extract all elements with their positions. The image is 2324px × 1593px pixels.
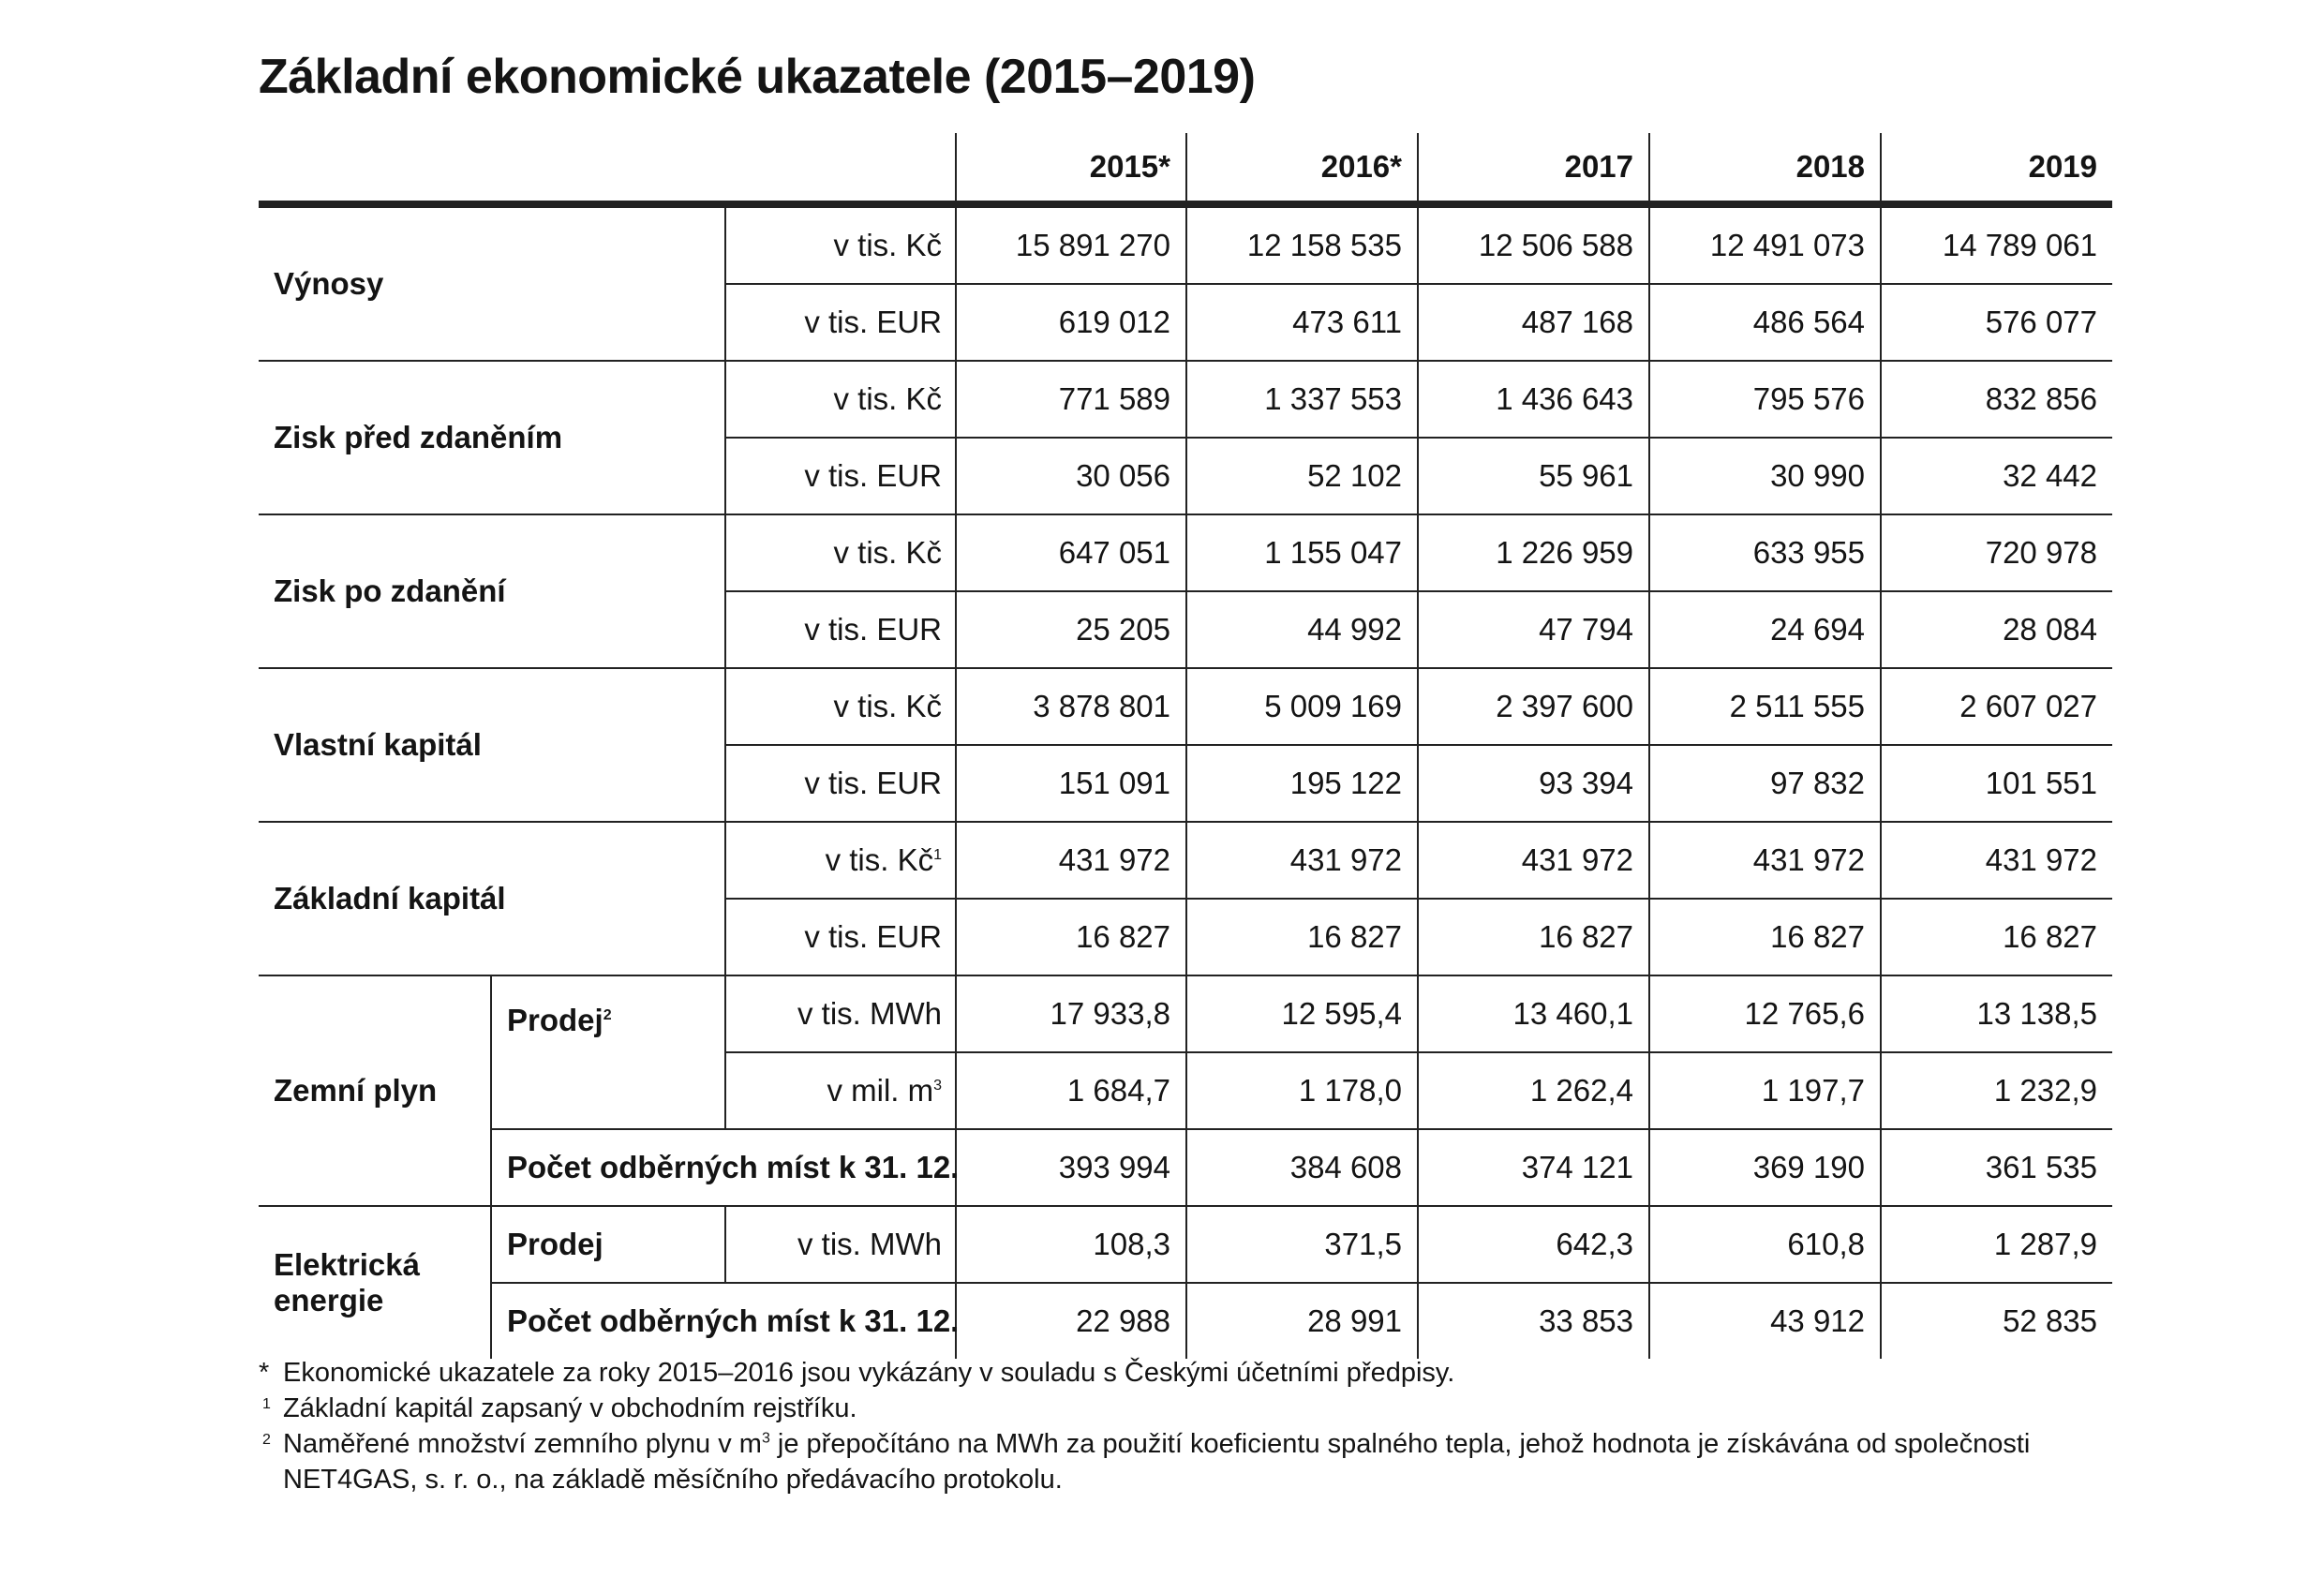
value-cell: 28 084 bbox=[1881, 591, 2112, 668]
unit-czk-text: v tis. Kč bbox=[825, 842, 934, 877]
value-cell: 28 991 bbox=[1186, 1283, 1418, 1359]
value-cell: 720 978 bbox=[1881, 514, 2112, 591]
row-label-zisk-pred: Zisk před zdaněním bbox=[259, 361, 725, 514]
value-cell: 361 535 bbox=[1881, 1129, 2112, 1206]
value-cell: 12 506 588 bbox=[1418, 204, 1649, 284]
value-cell: 30 990 bbox=[1649, 438, 1881, 514]
value-cell: 610,8 bbox=[1649, 1206, 1881, 1283]
value-cell: 431 972 bbox=[1649, 822, 1881, 899]
value-cell: 1 684,7 bbox=[956, 1052, 1186, 1129]
footnote-text-sup: 3 bbox=[761, 1430, 770, 1447]
header-empty-cell bbox=[259, 133, 956, 204]
value-cell: 1 337 553 bbox=[1186, 361, 1418, 438]
value-cell: 2 397 600 bbox=[1418, 668, 1649, 745]
value-cell: 2 511 555 bbox=[1649, 668, 1881, 745]
value-cell: 12 765,6 bbox=[1649, 975, 1881, 1052]
value-cell: 431 972 bbox=[1881, 822, 2112, 899]
unit-mwh: v tis. MWh bbox=[725, 1206, 956, 1283]
value-cell: 108,3 bbox=[956, 1206, 1186, 1283]
value-cell: 384 608 bbox=[1186, 1129, 1418, 1206]
table-row bbox=[259, 975, 2112, 1052]
value-cell: 1 287,9 bbox=[1881, 1206, 2112, 1283]
value-cell: 32 442 bbox=[1881, 438, 2112, 514]
value-cell: 431 972 bbox=[1186, 822, 1418, 899]
value-cell: 2 607 027 bbox=[1881, 668, 2112, 745]
year-header: 2018 bbox=[1649, 133, 1881, 204]
value-cell: 12 595,4 bbox=[1186, 975, 1418, 1052]
value-cell: 43 912 bbox=[1649, 1283, 1881, 1359]
elektricka-line2: energie bbox=[274, 1283, 384, 1318]
table-row bbox=[259, 1206, 2112, 1283]
footnote-1 bbox=[259, 1391, 2086, 1426]
footnote-marker: 1 bbox=[262, 1396, 271, 1412]
value-cell: 52 835 bbox=[1881, 1283, 2112, 1359]
value-cell: 16 827 bbox=[1649, 899, 1881, 975]
table-row bbox=[259, 1283, 2112, 1359]
value-cell: 1 436 643 bbox=[1418, 361, 1649, 438]
unit-czk-footnote bbox=[725, 822, 956, 899]
value-cell: 12 491 073 bbox=[1649, 204, 1881, 284]
value-cell: 3 878 801 bbox=[956, 668, 1186, 745]
value-cell: 1 232,9 bbox=[1881, 1052, 2112, 1129]
row-label-elektricka-energie bbox=[259, 1206, 491, 1359]
footnote-asterisk bbox=[259, 1355, 2086, 1391]
economic-indicators-table bbox=[259, 133, 2112, 1359]
table-row bbox=[259, 822, 2112, 899]
footnotes bbox=[259, 1355, 2086, 1497]
value-cell: 487 168 bbox=[1418, 284, 1649, 361]
table-row bbox=[259, 1129, 2112, 1206]
value-cell: 619 012 bbox=[956, 284, 1186, 361]
row-label-vynosy: Výnosy bbox=[259, 204, 725, 361]
value-cell: 1 178,0 bbox=[1186, 1052, 1418, 1129]
unit-czk: v tis. Kč bbox=[725, 361, 956, 438]
value-cell: 12 158 535 bbox=[1186, 204, 1418, 284]
value-cell: 1 155 047 bbox=[1186, 514, 1418, 591]
table-row bbox=[259, 514, 2112, 591]
value-cell: 25 205 bbox=[956, 591, 1186, 668]
row-sublabel-prodej bbox=[491, 975, 725, 1129]
unit-m3 bbox=[725, 1052, 956, 1129]
value-cell: 55 961 bbox=[1418, 438, 1649, 514]
value-cell: 431 972 bbox=[1418, 822, 1649, 899]
year-header: 2019 bbox=[1881, 133, 2112, 204]
footnote-ref-2: 2 bbox=[603, 1007, 612, 1023]
unit-eur: v tis. EUR bbox=[725, 284, 956, 361]
value-cell: 13 460,1 bbox=[1418, 975, 1649, 1052]
unit-m3-text: v mil. m bbox=[827, 1073, 934, 1108]
value-cell: 22 988 bbox=[956, 1283, 1186, 1359]
value-cell: 16 827 bbox=[1186, 899, 1418, 975]
value-cell: 16 827 bbox=[1881, 899, 2112, 975]
year-header: 2016* bbox=[1186, 133, 1418, 204]
value-cell: 44 992 bbox=[1186, 591, 1418, 668]
value-cell: 101 551 bbox=[1881, 745, 2112, 822]
footnote-marker: 2 bbox=[262, 1432, 271, 1448]
unit-m3-sup: 3 bbox=[933, 1078, 943, 1094]
row-label-zemni-plyn: Zemní plyn bbox=[259, 975, 491, 1206]
footnote-text: Naměřené množství zemního plynu v m bbox=[283, 1429, 762, 1459]
unit-eur: v tis. EUR bbox=[725, 591, 956, 668]
table-row bbox=[259, 668, 2112, 745]
value-cell: 33 853 bbox=[1418, 1283, 1649, 1359]
value-cell: 1 197,7 bbox=[1649, 1052, 1881, 1129]
value-cell: 486 564 bbox=[1649, 284, 1881, 361]
year-header: 2015* bbox=[956, 133, 1186, 204]
value-cell: 393 994 bbox=[956, 1129, 1186, 1206]
value-cell: 795 576 bbox=[1649, 361, 1881, 438]
footnote-text: Základní kapitál zapsaný v obchodním rejstříku. bbox=[283, 1393, 857, 1423]
row-label-zisk-po: Zisk po zdanění bbox=[259, 514, 725, 668]
unit-eur: v tis. EUR bbox=[725, 899, 956, 975]
footnote-2 bbox=[259, 1426, 2086, 1497]
value-cell: 93 394 bbox=[1418, 745, 1649, 822]
value-cell: 16 827 bbox=[956, 899, 1186, 975]
value-cell: 371,5 bbox=[1186, 1206, 1418, 1283]
elektricka-line1: Elektrická bbox=[274, 1247, 420, 1282]
value-cell: 13 138,5 bbox=[1881, 975, 2112, 1052]
row-sublabel-pocet-mist-el: Počet odběrných míst k 31. 12. bbox=[491, 1283, 956, 1359]
unit-eur: v tis. EUR bbox=[725, 438, 956, 514]
row-sublabel-prodej-el: Prodej bbox=[491, 1206, 725, 1283]
value-cell: 473 611 bbox=[1186, 284, 1418, 361]
value-cell: 14 789 061 bbox=[1881, 204, 2112, 284]
value-cell: 369 190 bbox=[1649, 1129, 1881, 1206]
value-cell: 576 077 bbox=[1881, 284, 2112, 361]
value-cell: 771 589 bbox=[956, 361, 1186, 438]
value-cell: 151 091 bbox=[956, 745, 1186, 822]
value-cell: 15 891 270 bbox=[956, 204, 1186, 284]
year-header: 2017 bbox=[1418, 133, 1649, 204]
unit-czk: v tis. Kč bbox=[725, 204, 956, 284]
unit-mwh: v tis. MWh bbox=[725, 975, 956, 1052]
row-label-vlastni-kapital: Vlastní kapitál bbox=[259, 668, 725, 822]
value-cell: 24 694 bbox=[1649, 591, 1881, 668]
value-cell: 195 122 bbox=[1186, 745, 1418, 822]
table-row bbox=[259, 361, 2112, 438]
value-cell: 16 827 bbox=[1418, 899, 1649, 975]
value-cell: 642,3 bbox=[1418, 1206, 1649, 1283]
value-cell: 633 955 bbox=[1649, 514, 1881, 591]
value-cell: 1 262,4 bbox=[1418, 1052, 1649, 1129]
unit-eur: v tis. EUR bbox=[725, 745, 956, 822]
value-cell: 647 051 bbox=[956, 514, 1186, 591]
page-title: Základní ekonomické ukazatele (2015–2019) bbox=[259, 50, 1256, 104]
unit-czk: v tis. Kč bbox=[725, 668, 956, 745]
value-cell: 431 972 bbox=[956, 822, 1186, 899]
prodej-text: Prodej bbox=[507, 1003, 603, 1037]
value-cell: 17 933,8 bbox=[956, 975, 1186, 1052]
value-cell: 30 056 bbox=[956, 438, 1186, 514]
footnote-marker: * bbox=[259, 1358, 270, 1388]
table-row bbox=[259, 204, 2112, 284]
value-cell: 47 794 bbox=[1418, 591, 1649, 668]
value-cell: 832 856 bbox=[1881, 361, 2112, 438]
unit-czk: v tis. Kč bbox=[725, 514, 956, 591]
footnote-text-rest: je přepočítáno na MWh za použití koeficientu spalného tepla, jehož hodnota je získávána od společnosti NET4GAS, s. r. o., na základě měsíčního předávacího protokolu. bbox=[283, 1429, 2031, 1495]
value-cell: 52 102 bbox=[1186, 438, 1418, 514]
value-cell: 97 832 bbox=[1649, 745, 1881, 822]
table-header-row bbox=[259, 133, 2112, 204]
row-sublabel-pocet-mist: Počet odběrných míst k 31. 12. bbox=[491, 1129, 956, 1206]
value-cell: 374 121 bbox=[1418, 1129, 1649, 1206]
value-cell: 5 009 169 bbox=[1186, 668, 1418, 745]
footnote-text: Ekonomické ukazatele za roky 2015–2016 jsou vykázány v souladu s Českými účetními předpisy. bbox=[283, 1358, 1455, 1388]
row-label-zakladni-kapital: Základní kapitál bbox=[259, 822, 725, 975]
value-cell: 1 226 959 bbox=[1418, 514, 1649, 591]
footnote-ref-1: 1 bbox=[933, 847, 943, 863]
